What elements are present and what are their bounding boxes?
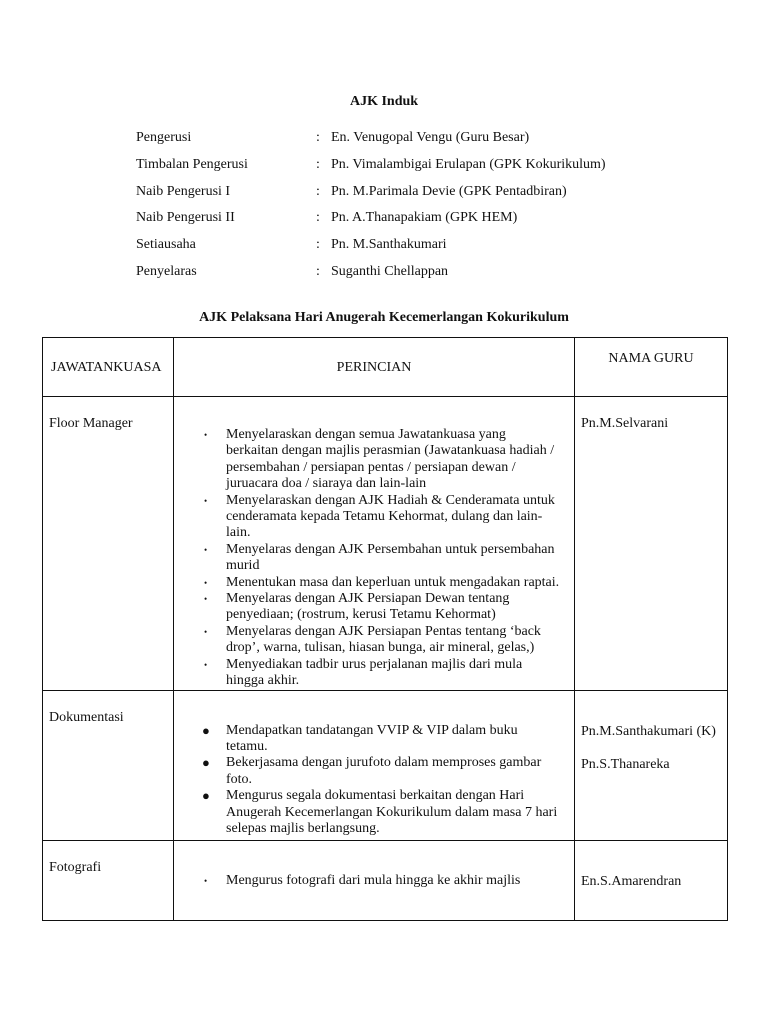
induk-name: En. Venugopal Vengu (Guru Besar) [331, 130, 530, 145]
list-item [202, 788, 560, 837]
induk-row [136, 156, 736, 183]
induk-colon: : [316, 237, 320, 253]
induk-row [136, 183, 736, 210]
induk-name: Pn. Vimalambigai Erulapan (GPK Kokurikulum) [331, 156, 606, 172]
induk-role: Penyelaras [136, 263, 197, 279]
bullet-icon: ● [202, 755, 210, 771]
list-item [204, 872, 560, 889]
header-nama-guru: NAMA GURU [575, 338, 728, 397]
ajk-induk-list [136, 129, 736, 290]
cell-perincian [174, 397, 575, 691]
list-item [204, 492, 560, 542]
list-item [204, 427, 560, 493]
list-item-text: Menyelaraskan dengan AJK Hadiah & Cenderamata untuk cenderamata kepada Tetamu Kehormat, dulang dan lain-lain. [226, 492, 555, 541]
bullet-icon: ● [202, 722, 210, 738]
list-item [202, 722, 560, 756]
perincian-list [174, 723, 560, 838]
list-item [202, 755, 560, 788]
list-item [204, 623, 560, 657]
list-item [204, 656, 560, 690]
induk-colon: : [316, 156, 320, 172]
induk-role: Naib Pengerusi II [136, 210, 235, 226]
induk-colon: : [316, 183, 320, 199]
induk-name: Pn. A.Thanapakiam (GPK HEM) [331, 210, 518, 226]
teacher-name: Pn.S.Thanareka [581, 756, 670, 772]
cell-perincian [174, 690, 575, 840]
bullet-icon: • [204, 875, 208, 886]
induk-role: Timbalan Pengerusi [136, 156, 248, 172]
table-header-row [43, 338, 728, 397]
list-item-text: Menyelaras dengan AJK Persembahan untuk persembahan murid [226, 541, 555, 574]
induk-colon: : [316, 263, 320, 279]
induk-name: Pn. M.Parimala Devie (GPK Pentadbiran) [331, 183, 567, 199]
induk-row [136, 129, 736, 156]
induk-row [136, 209, 736, 236]
heading-ajk-induk: AJK Induk [349, 94, 419, 109]
bullet-icon: • [204, 495, 208, 506]
cell-jawatankuasa: Dokumentasi [43, 690, 174, 840]
induk-role: Setiausaha [136, 237, 196, 253]
induk-name: Suganthi Chellappan [331, 263, 449, 279]
perincian-list [174, 427, 560, 690]
heading-ajk-pelaksana: AJK Pelaksana Hari Anugerah Kecemerlangan Kokurikulum [199, 310, 569, 325]
list-item-text: Menentukan masa dan keperluan untuk mengadakan raptai. [226, 574, 560, 590]
table-row [43, 840, 728, 920]
cell-nama-guru [575, 690, 728, 840]
header-jawatankuasa: JAWATANKUASA [43, 338, 174, 397]
table-row [43, 690, 728, 840]
list-item-text: Mengurus fotografi dari mula hingga ke akhir majlis [226, 872, 521, 888]
list-item-text: Menyelaraskan dengan semua Jawatankuasa yang berkaitan dengan majlis perasmian (Jawatankuasa hadiah / persembahan / persiapan pentas / persiapan dewan / juruacara doa / siaraya dan lain-lain [226, 427, 555, 492]
list-item-text: Menyelaras dengan AJK Persiapan Pentas tentang ‘back drop’, warna, tulisan, hiasan bunga, air mineral, gelas,) [226, 623, 541, 656]
bullet-icon: • [204, 430, 208, 440]
list-item [204, 574, 560, 591]
cell-nama-guru [575, 840, 728, 920]
cell-jawatankuasa: Floor Manager [43, 397, 174, 691]
list-item-text: Menyelaras dengan AJK Persiapan Dewan tentang penyediaan; (rostrum, kerusi Tetamu Kehormat) [226, 591, 510, 623]
bullet-icon: • [204, 577, 208, 588]
list-item-text: Bekerjasama dengan jurufoto dalam memproses gambar foto. [226, 755, 542, 787]
bullet-icon: • [204, 659, 208, 670]
list-item-text: Mendapatkan tandatangan VVIP & VIP dalam buku tetamu. [226, 722, 518, 754]
list-item-text: Menyediakan tadbir urus perjalanan majlis dari mula hingga akhir. [226, 656, 523, 689]
ajk-pelaksana-table [42, 337, 728, 921]
cell-jawatankuasa: Fotografi [43, 840, 174, 920]
list-item-text: Mengurus segala dokumentasi berkaitan dengan Hari Anugerah Kecemerlangan Kokurikulum dalam masa 7 hari selepas majlis berlangsung. [226, 788, 558, 836]
teacher-name: En.S.Amarendran [581, 873, 682, 889]
perincian-list [174, 873, 560, 889]
induk-name: Pn. M.Santhakumari [331, 237, 447, 253]
header-perincian: PERINCIAN [174, 338, 575, 397]
teacher-name: Pn.M.Selvarani [581, 416, 669, 431]
induk-colon: : [316, 210, 320, 226]
induk-role: Naib Pengerusi I [136, 183, 231, 199]
induk-row [136, 236, 736, 263]
table-row [43, 397, 728, 691]
bullet-icon: ● [202, 788, 210, 804]
list-item [204, 541, 560, 575]
bullet-icon: • [204, 626, 208, 637]
induk-colon: : [316, 130, 320, 145]
bullet-icon: • [204, 544, 208, 555]
cell-perincian [174, 840, 575, 920]
cell-nama-guru [575, 397, 728, 691]
induk-row [136, 263, 736, 290]
induk-role: Pengerusi [136, 130, 192, 145]
list-item [204, 591, 560, 624]
teacher-name: Pn.M.Santhakumari (K) [581, 723, 716, 739]
bullet-icon: • [204, 594, 208, 605]
